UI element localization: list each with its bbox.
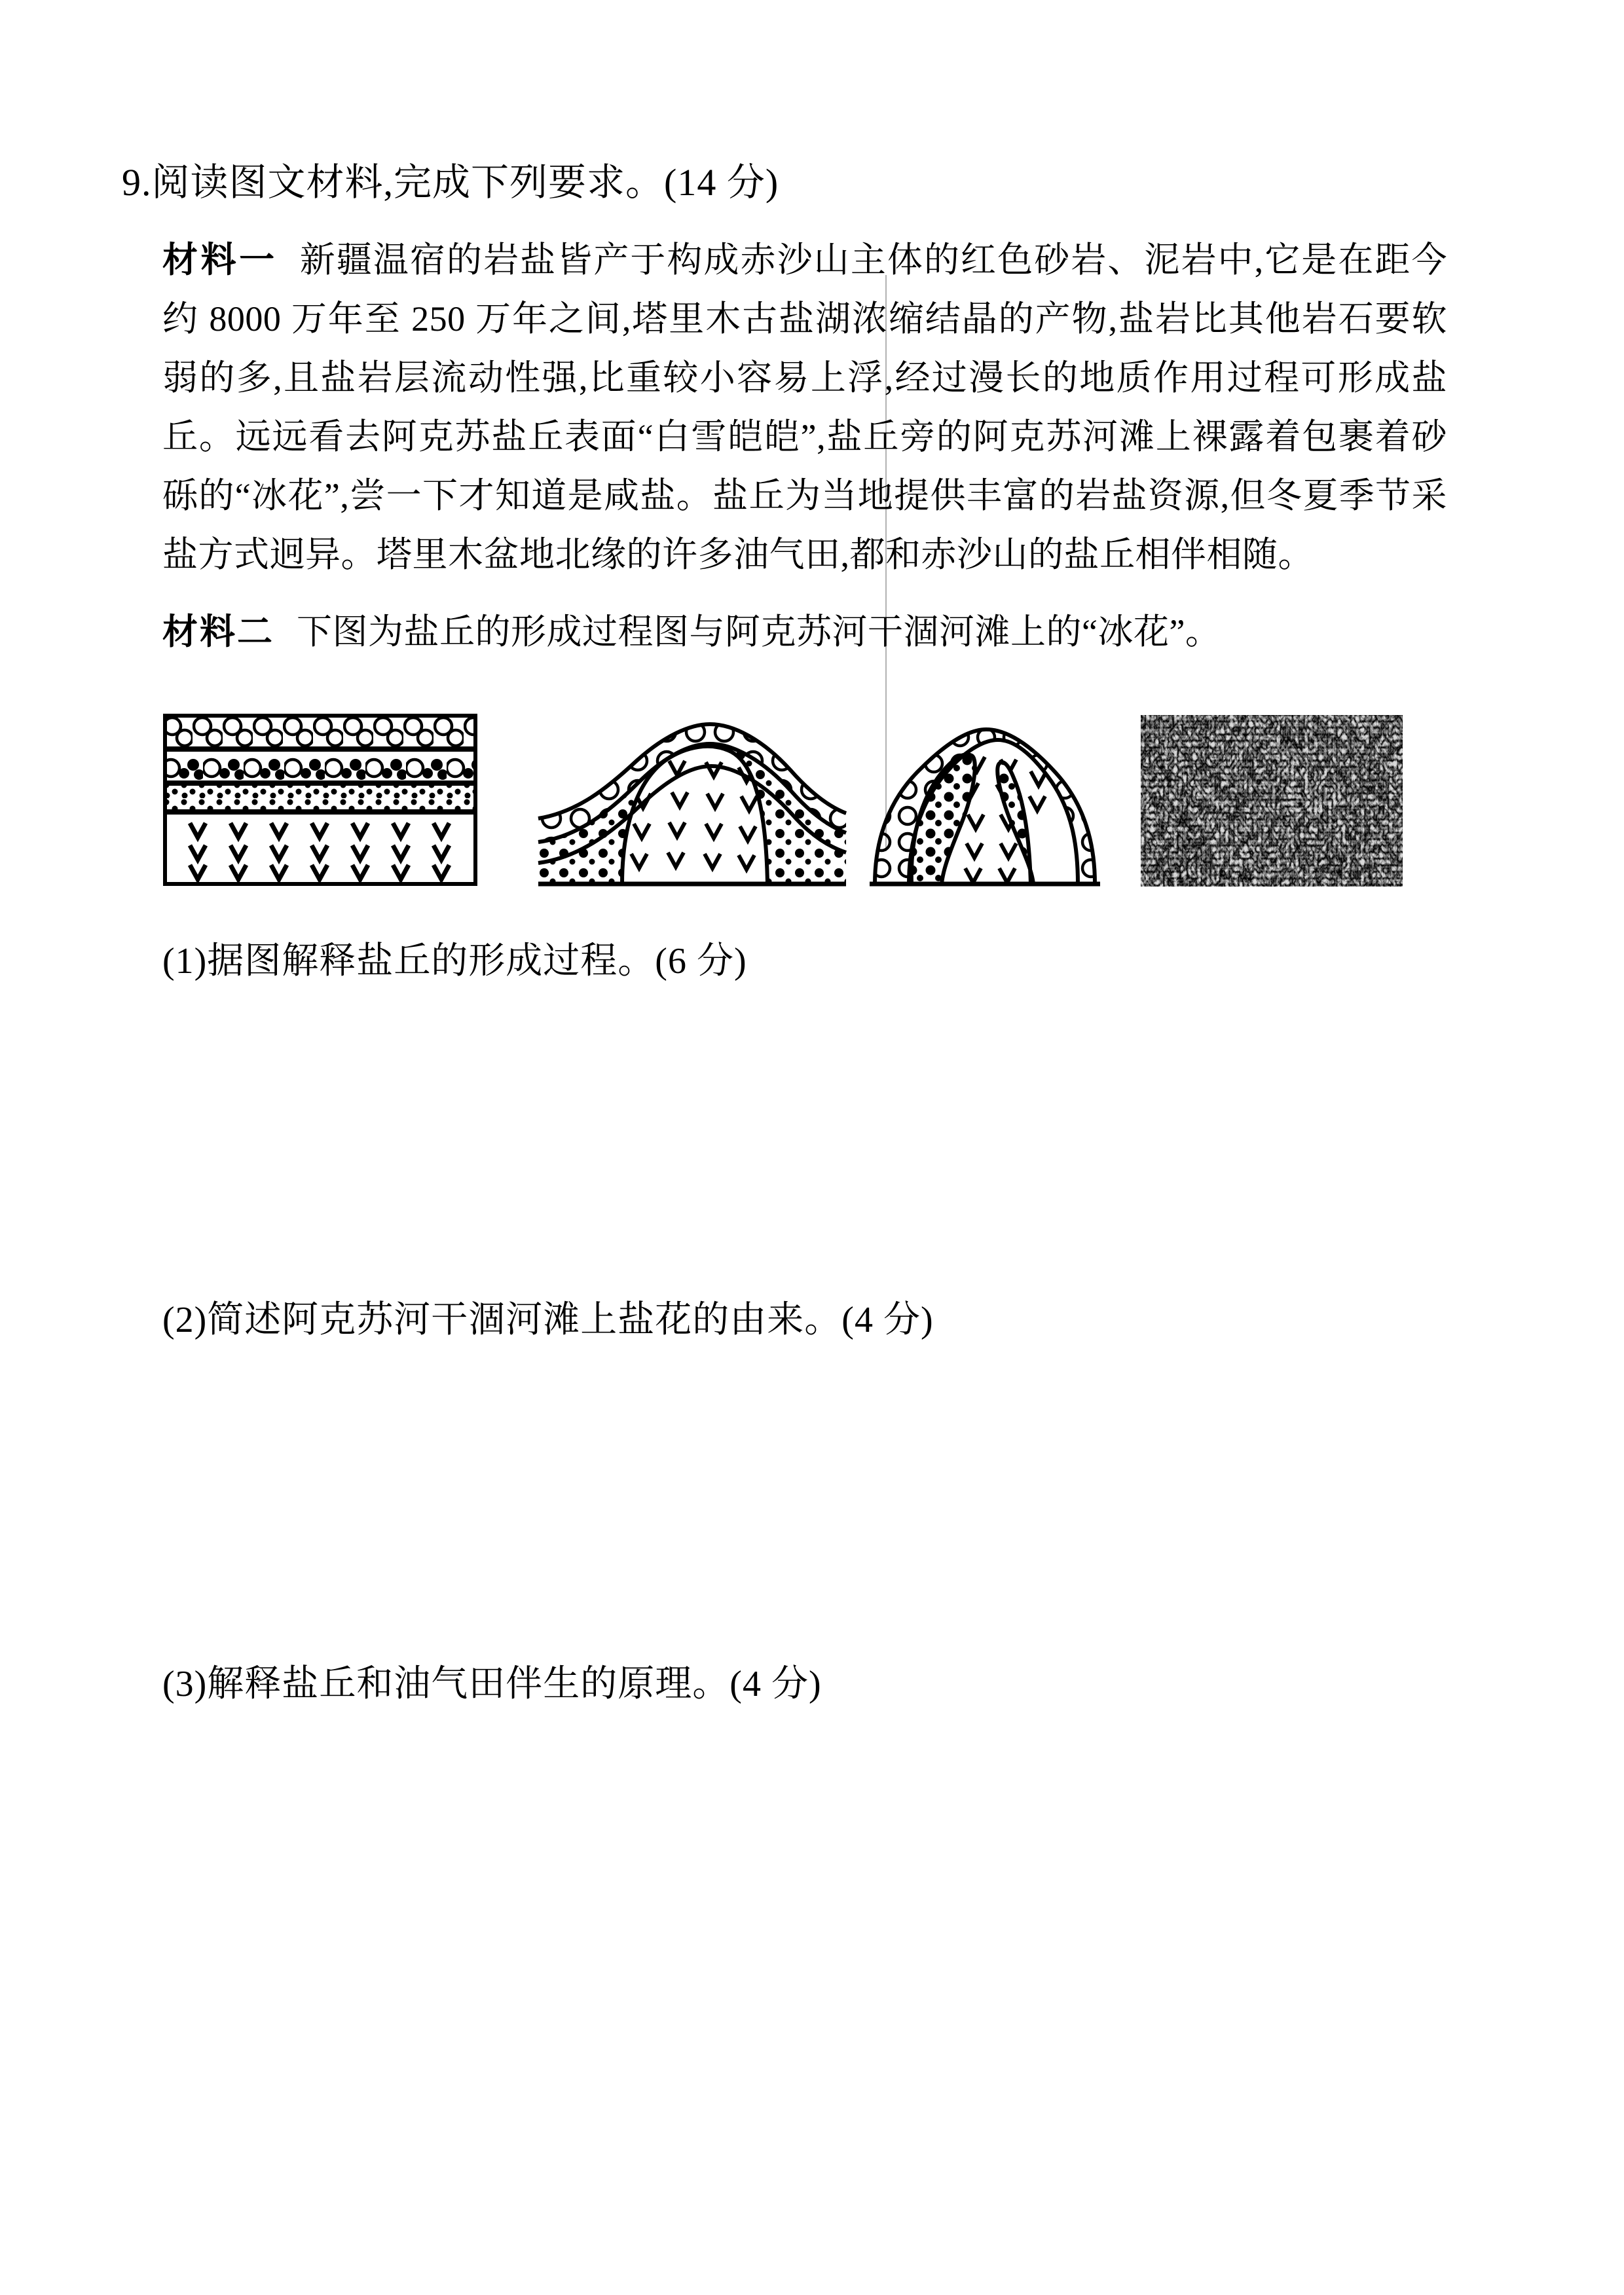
question-number: 9. (122, 161, 152, 204)
figure-panel-stage-1 (162, 713, 478, 887)
material-one-label: 材料一 (162, 240, 278, 280)
stratum-circles-layer (165, 716, 475, 748)
figure-panel-stage-3 (870, 699, 1100, 887)
stratum-fine-dots-layer (165, 784, 475, 811)
sub-question-3: (3)解释盐丘和油气田伴生的原理。(4 分) (162, 1664, 822, 1704)
material-two-text: 下图为盐丘的形成过程图与阿克苏河干涸河滩上的“冰花”。 (297, 612, 1221, 652)
material-two (162, 602, 1447, 661)
stratum-circles-dots-layer (165, 750, 475, 782)
question-stem-text: 阅读图文材料,完成下列要求。(14 分) (151, 161, 779, 204)
material-two-label: 材料二 (162, 612, 274, 652)
material-one (162, 230, 1447, 584)
stratum-salt-layer (165, 813, 475, 884)
figure-panel-stage-2 (538, 690, 846, 887)
material-one-text: 新疆温宿的岩盐皆产于构成赤沙山主体的红色砂岩、泥岩中,它是在距今约 8000 万年至 250 万年之间,塔里木古盐湖浓缩结晶的产物,盐岩比其他岩石要软弱的多,且盐岩层流动性强,比重较小容易上浮,经过漫长的地质作用过程可形成盐丘。远远看去阿克苏盐丘表面“白雪皑皑”,盐丘旁的阿克苏河滩上裸露着包裹着砂砾的“冰花”,尝一下才知道是咸盐。盐丘为当地提供丰富的岩盐资源,但冬夏季节采盐方式迥异。塔里木盆地北缘的许多油气田,都和赤沙山的盐丘相伴相随。 (162, 240, 1448, 574)
sub-question-2: (2)简述阿克苏河干涸河滩上盐花的由来。(4 分) (162, 1300, 934, 1340)
question-stem (122, 161, 1458, 204)
page-content (122, 161, 1458, 1704)
sub-question-1: (1)据图解释盐丘的形成过程。(6 分) (162, 941, 747, 982)
salt-dome-figure (162, 677, 1458, 887)
figure-panel-ice-flower-photo (1141, 715, 1403, 887)
